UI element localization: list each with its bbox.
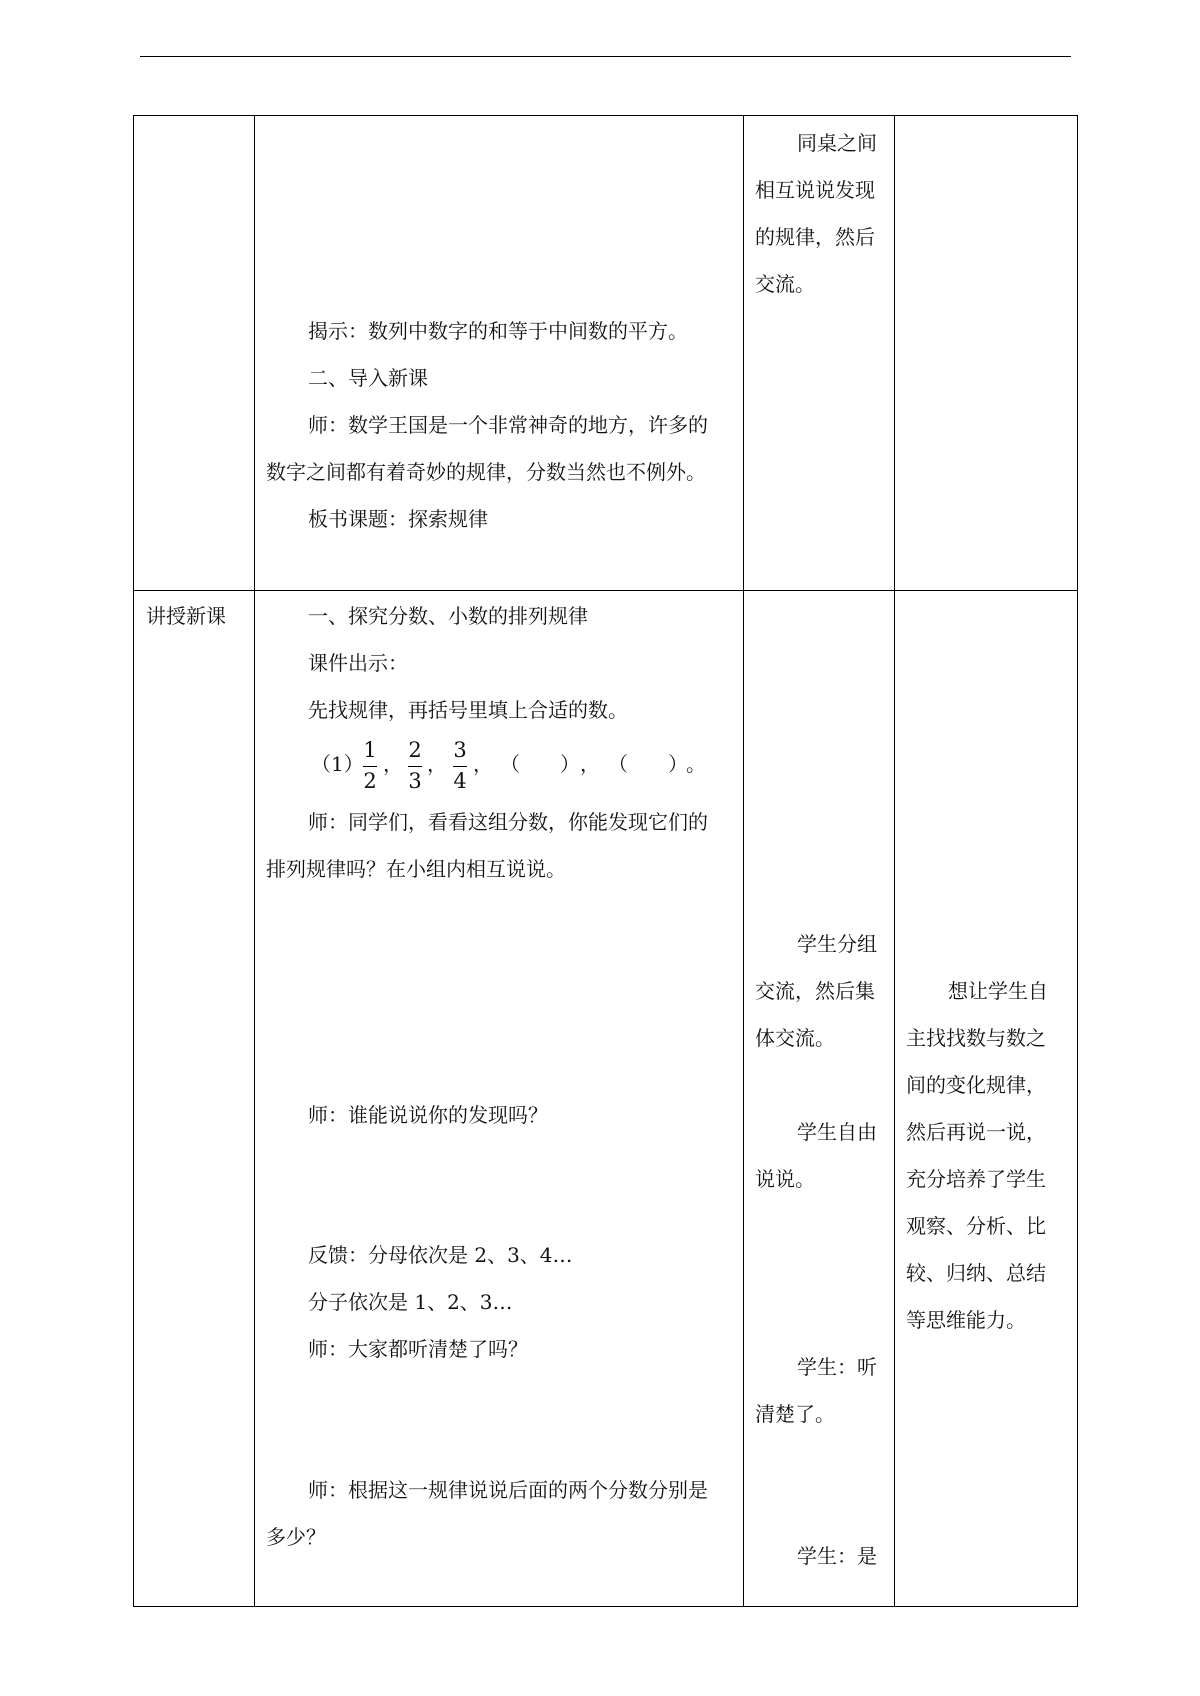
content-line: 多少？ xyxy=(266,1525,326,1549)
content-line: 先找规律，再括号里填上合适的数。 xyxy=(308,698,628,722)
content-line: 师：根据这一规律说说后面的两个分数分别是 xyxy=(308,1478,708,1502)
design-intent-line: 然后再说一说， xyxy=(906,1120,1046,1144)
content-line: 反馈：分母依次是 2、3、4… xyxy=(308,1243,573,1267)
fraction-bar xyxy=(363,766,377,767)
content-line: 二、导入新课 xyxy=(308,366,428,390)
content-line: 排列规律吗？在小组内相互说说。 xyxy=(266,857,566,881)
period: 。 xyxy=(686,752,706,776)
content-line: 师：数学王国是一个非常神奇的地方，许多的 xyxy=(308,413,708,437)
design-intent-line: 等思维能力。 xyxy=(906,1308,1026,1332)
numerator: 3 xyxy=(453,738,467,762)
student-activity-line: 交流。 xyxy=(755,272,815,296)
design-intent-line: 间的变化规律， xyxy=(906,1073,1046,1097)
student-activity-line: 说说。 xyxy=(755,1167,815,1191)
content-line: 师：谁能说说你的发现吗？ xyxy=(308,1103,548,1127)
content-line: 一、探究分数、小数的排列规律 xyxy=(308,604,588,628)
answer-blank: （ ） xyxy=(500,752,580,776)
row-divider xyxy=(134,590,1077,591)
student-activity-line: 清楚了。 xyxy=(755,1402,835,1426)
student-activity-line: 体交流。 xyxy=(755,1026,835,1050)
comma: ， xyxy=(383,752,403,776)
student-activity-line: 相互说说发现 xyxy=(755,178,875,202)
answer-blank: （ ） xyxy=(608,752,688,776)
sequence-label: （1） xyxy=(311,752,364,776)
stage-label: 讲授新课 xyxy=(146,604,226,628)
design-intent-line: 充分培养了学生 xyxy=(906,1167,1046,1191)
student-activity-line: 学生：听 xyxy=(797,1355,877,1379)
denominator: 3 xyxy=(408,769,422,793)
student-activity-line: 交流，然后集 xyxy=(755,979,875,1003)
design-intent-line: 主找找数与数之 xyxy=(906,1026,1046,1050)
content-line: 师：大家都听清楚了吗？ xyxy=(308,1337,528,1361)
content-line: 揭示：数列中数字的和等于中间数的平方。 xyxy=(308,319,688,343)
content-line: 板书课题：探索规律 xyxy=(308,507,488,531)
denominator: 2 xyxy=(363,769,377,793)
numerator: 1 xyxy=(363,738,377,762)
student-activity-line: 学生：是 xyxy=(797,1544,877,1568)
student-activity-line: 的规律，然后 xyxy=(755,225,875,249)
design-intent-line: 观察、分析、比 xyxy=(906,1214,1046,1238)
numerator: 2 xyxy=(408,738,422,762)
header-rule xyxy=(140,56,1071,57)
design-intent-line: 想让学生自 xyxy=(948,979,1048,1003)
comma: ， xyxy=(427,752,447,776)
column-divider-3 xyxy=(894,116,895,1606)
comma: ， xyxy=(473,752,493,776)
fraction-bar xyxy=(408,766,422,767)
comma: ， xyxy=(580,752,600,776)
student-activity-line: 学生自由 xyxy=(797,1120,877,1144)
content-line: 课件出示： xyxy=(308,651,408,675)
content-line: 数字之间都有着奇妙的规律，分数当然也不例外。 xyxy=(266,460,706,484)
column-divider-2 xyxy=(743,116,744,1606)
design-intent-line: 较、归纳、总结 xyxy=(906,1261,1046,1285)
content-line: 师：同学们，看看这组分数，你能发现它们的 xyxy=(308,810,708,834)
fraction-bar xyxy=(453,766,467,767)
lesson-plan-table xyxy=(133,115,1078,1607)
denominator: 4 xyxy=(453,769,467,793)
column-divider-1 xyxy=(254,116,255,1606)
student-activity-line: 学生分组 xyxy=(797,932,877,956)
content-line: 分子依次是 1、2、3… xyxy=(308,1290,513,1314)
student-activity-line: 同桌之间 xyxy=(797,131,877,155)
